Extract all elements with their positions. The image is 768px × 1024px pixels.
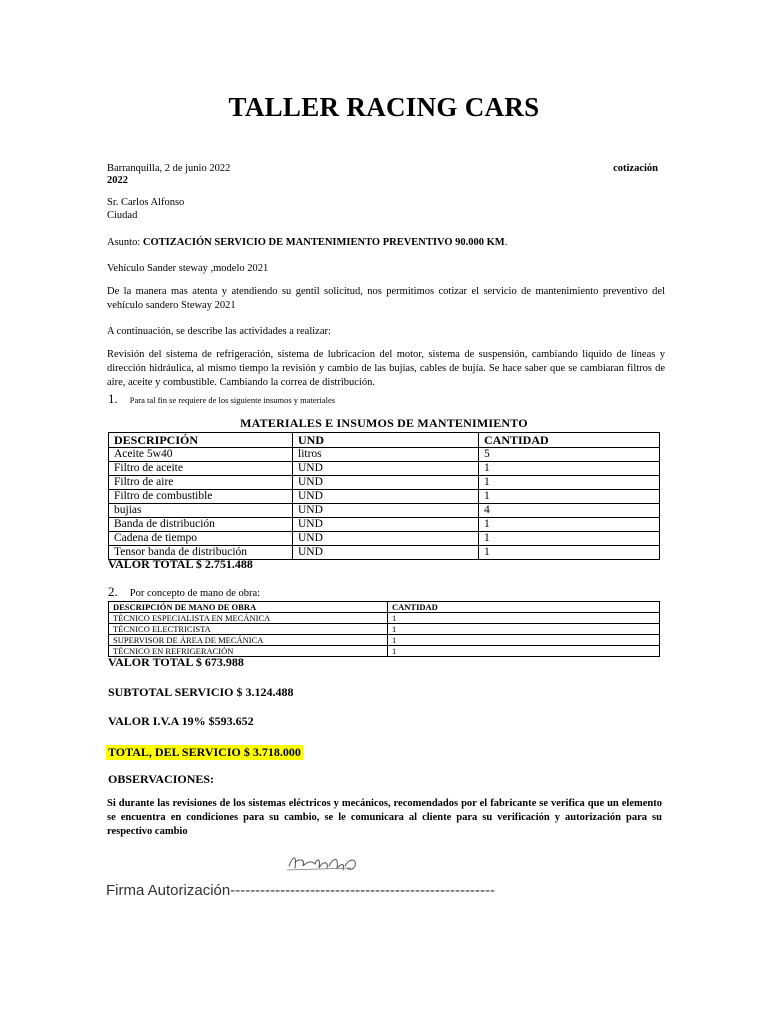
quantity-cell: 1 [479, 476, 660, 490]
table-row [109, 624, 660, 635]
description-cell: Filtro de aceite [109, 462, 293, 476]
labor-quantity-cell: 1 [388, 646, 660, 657]
column-header-labor-quantity: CANTIDAD [388, 602, 660, 613]
table-row [109, 448, 660, 462]
column-header-quantity: CANTIDAD [479, 433, 660, 448]
activities-paragraph: Revisión del sistema de refrigeración, sistema de lubricacion del motor, sistema de suspensión, cambiando liquido de líneas y dirección hidráulica, al mismo tiempo la revisión y cambio de las bujías, cables de bujía. Se hace saber que se cambiaran filtros de aire, aceite y combustible. Cambiando la correa de distribución. [107, 349, 665, 388]
table-header-row [109, 433, 660, 448]
labor-description-cell: TÉCNICO ESPECIALISTA EN MECÁNICA [109, 613, 388, 624]
table-row [109, 613, 660, 624]
unit-cell: UND [293, 504, 479, 518]
column-header-unit: UND [293, 433, 479, 448]
iva-line: VALOR I.V.A 19% $593.652 [108, 714, 254, 728]
table-row [109, 462, 660, 476]
quantity-cell: 1 [479, 462, 660, 476]
page-title: TALLER RACING CARS [228, 92, 540, 122]
unit-cell: UND [293, 490, 479, 504]
quantity-cell: 1 [479, 532, 660, 546]
labor-total: VALOR TOTAL $ 673.988 [108, 655, 244, 669]
subtotal-line: SUBTOTAL SERVICIO $ 3.124.488 [108, 685, 294, 699]
table-row [109, 490, 660, 504]
labor-table [108, 601, 660, 657]
observations-paragraph: Si durante las revisiones de los sistemas eléctricos y mecánicos, recomendados por el fabricante se verifica que un elemento se encuentra en condiciones para su cambio, se le comunicara al cliente para su verificación y autorización para su respectivo cambio [107, 798, 662, 837]
description-cell: Filtro de aire [109, 476, 293, 490]
vehicle-line: Vehículo Sander steway ,modelo 2021 [107, 263, 269, 274]
column-header-labor-description: DESCRIPCIÓN DE MANO DE OBRA [109, 602, 388, 613]
activities-intro: A continuación, se describe las actividades a realizar: [107, 326, 331, 337]
unit-cell: UND [293, 532, 479, 546]
quantity-cell: 1 [479, 518, 660, 532]
unit-cell: litros [293, 448, 479, 462]
materials-total: VALOR TOTAL $ 2.751.488 [108, 557, 253, 571]
grand-total: TOTAL, DEL SERVICIO $ 3.718.000 [108, 745, 301, 759]
labor-quantity-cell: 1 [388, 624, 660, 635]
description-cell: bujias [109, 504, 293, 518]
intro-paragraph: De la manera mas atenta y atendiendo su gentil solicitud, nos permitimos cotizar el servicio de mantenimiento preventivo del vehículo sandero Steway 2021 [107, 286, 665, 311]
labor-description-cell: SUPERVISOR DE ÁREA DE MECÁNICA [109, 635, 388, 646]
quantity-cell: 4 [479, 504, 660, 518]
labor-description-cell: TÉCNICO ELECTRICISTA [109, 624, 388, 635]
labor-description-cell: TÉCNICO EN REFRIGERACIÓN [109, 646, 388, 657]
signature-line: Firma Autorización----------------------------------------------------- [106, 882, 495, 899]
description-cell: Banda de distribución [109, 518, 293, 532]
quote-year: 2022 [107, 175, 128, 186]
table-header-row [109, 602, 660, 613]
section1-number: 1. [108, 391, 118, 406]
section1-text: Para tal fin se requiere de los siguiente insumos y materiales [129, 395, 336, 405]
recipient-city: Ciudad [107, 210, 138, 221]
observations-title: OBSERVACIONES: [108, 772, 215, 786]
table-row [109, 504, 660, 518]
materials-table-title: MATERIALES E INSUMOS DE MANTENIMIENTO [240, 416, 528, 430]
quantity-cell: 1 [479, 546, 660, 560]
description-cell: Aceite 5w40 [109, 448, 293, 462]
materials-table [108, 432, 660, 560]
column-header-description: DESCRIPCIÓN [109, 433, 293, 448]
place-date: Barranquilla, 2 de junio 2022 [107, 163, 231, 174]
subject-line [107, 236, 507, 249]
section2-heading [108, 583, 260, 601]
subject-text: COTIZACIÓN SERVICIO DE MANTENIMIENTO PREVENTIVO 90.000 KM [142, 237, 505, 248]
unit-cell: UND [293, 462, 479, 476]
unit-cell: UND [293, 476, 479, 490]
section2-number: 2. [108, 584, 118, 599]
recipient-name: Sr. Carlos Alfonso [107, 197, 185, 208]
table-row [109, 476, 660, 490]
table-row [109, 635, 660, 646]
quantity-cell: 5 [479, 448, 660, 462]
handwritten-signature [285, 848, 365, 878]
labor-quantity-cell: 1 [388, 635, 660, 646]
description-cell: Filtro de combustible [109, 490, 293, 504]
section1-heading [108, 390, 335, 408]
subject-label: Asunto: [107, 237, 143, 248]
quote-label: cotización [613, 163, 658, 174]
quantity-cell: 1 [479, 490, 660, 504]
labor-quantity-cell: 1 [388, 613, 660, 624]
unit-cell: UND [293, 546, 479, 560]
description-cell: Tensor banda de distribución [109, 546, 293, 560]
table-row [109, 532, 660, 546]
unit-cell: UND [293, 518, 479, 532]
subject-end: . [504, 237, 508, 248]
description-cell: Cadena de tiempo [109, 532, 293, 546]
section2-text: Por concepto de mano de obra: [129, 588, 261, 599]
table-row [109, 518, 660, 532]
